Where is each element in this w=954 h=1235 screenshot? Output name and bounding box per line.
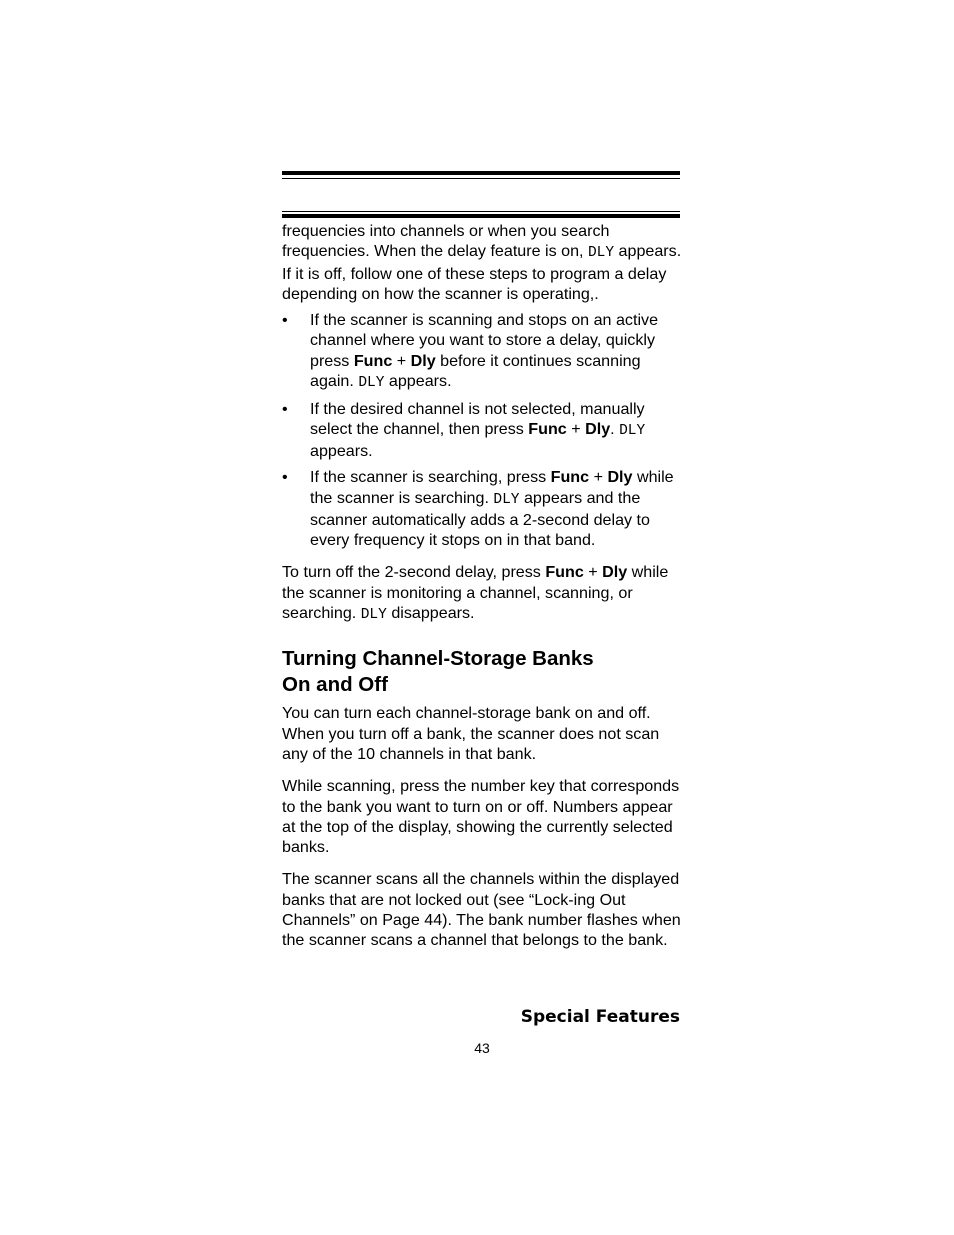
func-key-label: Func [545, 563, 584, 582]
func-key-label: Func [353, 351, 393, 370]
list-item: • If the scanner is searching, press Func + Dly while the scanner is searching. DLY appears and the scanner automatically adds a 2-second delay to every frequency it stops on in that band. [282, 468, 674, 550]
section-paragraph-3: The scanner scans all the channels within the displayed banks that are not locked out (see “Lock-ing Out Channels” on Page 44). The bank number flashes when the scanner scans a channel that belongs to the bank. [282, 870, 681, 950]
list-item: • If the desired channel is not selected, manually select the channel, then press Func + Dly. DLY appears. [282, 399, 646, 461]
dly-key-label: Dly [607, 468, 633, 487]
section-heading: Turning Channel-Storage Banks On and Off [282, 647, 594, 697]
section-paragraph-1: You can turn each channel-storage bank on and off. When you turn off a bank, the scanner does not scan any of the 10 channels in that bank. [282, 704, 660, 763]
bullet-marker: • [282, 311, 288, 330]
page-number: 43 [474, 1040, 490, 1056]
delay-steps-list [282, 310, 682, 550]
dly-key-label: Dly [410, 351, 436, 370]
bullet-marker: • [282, 468, 288, 487]
header-rule-top-thin [282, 178, 680, 179]
page-body [282, 221, 682, 951]
turn-off-paragraph: To turn off the 2-second delay, press Func + Dly while the scanner is monitoring a channel, scanning, or searching. DLY disappears. [282, 563, 669, 624]
dly-indicator-text: DLY [358, 375, 385, 392]
dly-key-label: Dly [585, 420, 611, 439]
intro-paragraph: frequencies into channels or when you search frequencies. When the delay feature is on, DLY appears. If it is off, follow one of these steps to program a delay depending on how the scanner is operating,. [282, 222, 682, 303]
dly-indicator-text: DLY [619, 423, 646, 440]
bullet-marker: • [282, 399, 288, 418]
dly-indicator-text: DLY [493, 491, 520, 508]
dly-key-label: Dly [602, 563, 628, 582]
list-item: • If the scanner is scanning and stops on an active channel where you want to store a delay, quickly press Func + Dly before it continues scanning again. DLY appears. [282, 311, 659, 392]
dly-indicator-text: DLY [587, 245, 615, 262]
func-key-label: Func [528, 420, 567, 439]
func-key-label: Func [550, 468, 590, 487]
header-rule-bottom-thick [282, 214, 680, 218]
header-rule-top-thick [282, 171, 680, 175]
header-rule-bottom-thin [282, 211, 680, 212]
chapter-title: Special Features [520, 1007, 680, 1027]
section-paragraph-2: While scanning, press the number key that corresponds to the bank you want to turn on or off. Numbers appear at the top of the display, showing the currently selected banks. [282, 777, 680, 857]
dly-indicator-text: DLY [360, 607, 387, 624]
